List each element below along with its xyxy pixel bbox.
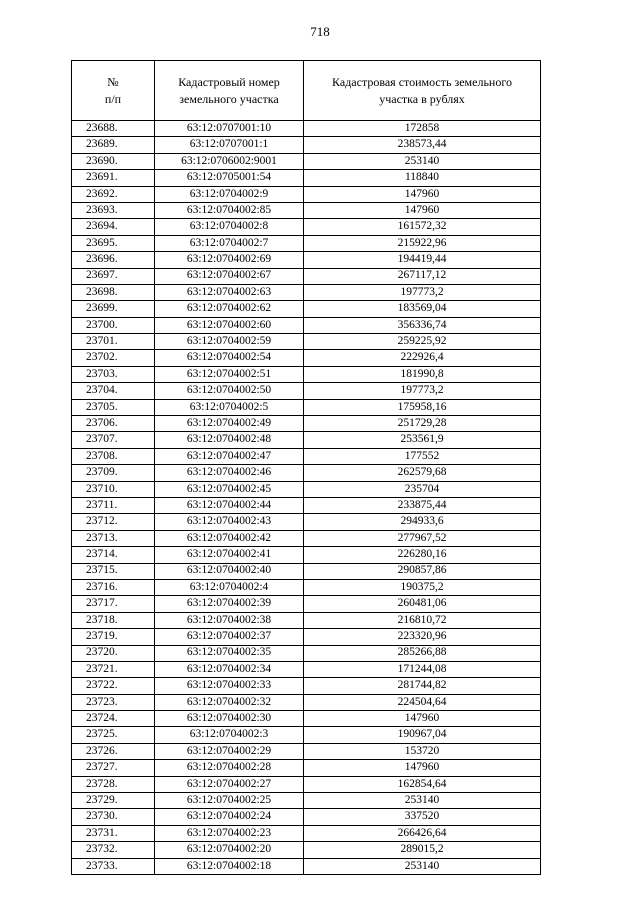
cadastral-value-cell: 294933,6: [304, 514, 541, 530]
cadastral-value-cell: 253140: [304, 153, 541, 169]
table-row: [72, 842, 541, 858]
cadastral-number-cell: 63:12:0704002:18: [155, 858, 304, 874]
table-row: [72, 317, 541, 333]
table-row: [72, 497, 541, 513]
row-number-cell: 23724.: [72, 711, 155, 727]
table-row: [72, 219, 541, 235]
row-number-cell: 23731.: [72, 825, 155, 841]
table-body: [72, 121, 541, 875]
row-number-cell: 23728.: [72, 776, 155, 792]
row-number-cell: 23721.: [72, 661, 155, 677]
cadastral-value-cell: 238573,44: [304, 137, 541, 153]
row-number-cell: 23692.: [72, 186, 155, 202]
table-row: [72, 743, 541, 759]
cadastral-value-cell: 289015,2: [304, 842, 541, 858]
cadastral-value-cell: 285266,88: [304, 645, 541, 661]
cadastral-value-cell: 183569,04: [304, 301, 541, 317]
row-number-cell: 23702.: [72, 350, 155, 366]
cadastral-number-cell: 63:12:0707001:10: [155, 121, 304, 137]
table-row: [72, 448, 541, 464]
cadastral-value-cell: 223320,96: [304, 629, 541, 645]
cadastral-value-cell: 233875,44: [304, 497, 541, 513]
cadastral-value-cell: 267117,12: [304, 268, 541, 284]
table-row: [72, 416, 541, 432]
table-row: [72, 301, 541, 317]
cadastral-value-cell: 260481,06: [304, 596, 541, 612]
cadastral-number-cell: 63:12:0704002:38: [155, 612, 304, 628]
cadastral-number-cell: 63:12:0704002:34: [155, 661, 304, 677]
row-number-cell: 23722.: [72, 678, 155, 694]
row-number-cell: 23693.: [72, 202, 155, 218]
cadastral-number-cell: 63:12:0704002:41: [155, 547, 304, 563]
cadastral-value-cell: 253140: [304, 793, 541, 809]
table-row: [72, 121, 541, 137]
cadastral-number-cell: 63:12:0704002:33: [155, 678, 304, 694]
cadastral-number-cell: 63:12:0704002:7: [155, 235, 304, 251]
cadastral-number-cell: 63:12:0704002:8: [155, 219, 304, 235]
cadastral-number-cell: 63:12:0704002:49: [155, 416, 304, 432]
page-number: 718: [310, 24, 330, 39]
row-number-cell: 23700.: [72, 317, 155, 333]
cadastral-number-cell: 63:12:0704002:32: [155, 694, 304, 710]
cadastral-number-cell: 63:12:0704002:46: [155, 465, 304, 481]
table-row: [72, 268, 541, 284]
cadastral-value-cell: 215922,96: [304, 235, 541, 251]
cadastral-value-cell: 251729,28: [304, 416, 541, 432]
row-number-cell: 23699.: [72, 301, 155, 317]
table-row: [72, 760, 541, 776]
row-number-cell: 23691.: [72, 170, 155, 186]
table-row: [72, 858, 541, 874]
row-number-cell: 23723.: [72, 694, 155, 710]
table-row: [72, 547, 541, 563]
table-row: [72, 793, 541, 809]
row-number-cell: 23711.: [72, 497, 155, 513]
row-number-cell: 23695.: [72, 235, 155, 251]
row-number-cell: 23706.: [72, 416, 155, 432]
row-number-cell: 23710.: [72, 481, 155, 497]
cadastral-value-cell: 266426,64: [304, 825, 541, 841]
row-number-cell: 23733.: [72, 858, 155, 874]
cadastral-value-cell: 253140: [304, 858, 541, 874]
row-number-cell: 23703.: [72, 366, 155, 382]
cadastral-value-cell: 222926,4: [304, 350, 541, 366]
table-row: [72, 711, 541, 727]
row-number-cell: 23701.: [72, 334, 155, 350]
cadastral-value-cell: 337520: [304, 809, 541, 825]
table-row: [72, 235, 541, 251]
table-row: [72, 825, 541, 841]
row-number-cell: 23697.: [72, 268, 155, 284]
cadastral-number-cell: 63:12:0704002:23: [155, 825, 304, 841]
table-row: [72, 563, 541, 579]
table-row: [72, 284, 541, 300]
row-number-cell: 23696.: [72, 252, 155, 268]
header-row: [72, 61, 541, 121]
table-row: [72, 465, 541, 481]
row-number-cell: 23704.: [72, 383, 155, 399]
row-number-cell: 23719.: [72, 629, 155, 645]
table-row: [72, 186, 541, 202]
table-row: [72, 432, 541, 448]
cadastral-value-cell: 172858: [304, 121, 541, 137]
cadastral-number-cell: 63:12:0704002:39: [155, 596, 304, 612]
cadastral-value-cell: 356336,74: [304, 317, 541, 333]
row-number-cell: 23707.: [72, 432, 155, 448]
cadastral-number-cell: 63:12:0704002:85: [155, 202, 304, 218]
cadastral-number-cell: 63:12:0704002:20: [155, 842, 304, 858]
table-row: [72, 153, 541, 169]
cadastral-value-cell: 194419,44: [304, 252, 541, 268]
row-number-cell: 23729.: [72, 793, 155, 809]
cadastral-number-cell: 63:12:0704002:54: [155, 350, 304, 366]
row-number-cell: 23715.: [72, 563, 155, 579]
row-number-cell: 23705.: [72, 399, 155, 415]
cadastral-number-cell: 63:12:0707001:1: [155, 137, 304, 153]
cadastral-value-table: [71, 60, 541, 875]
cadastral-value-cell: 226280,16: [304, 547, 541, 563]
cadastral-number-cell: 63:12:0704002:45: [155, 481, 304, 497]
row-number-cell: 23727.: [72, 760, 155, 776]
row-number-cell: 23713.: [72, 530, 155, 546]
row-number-cell: 23718.: [72, 612, 155, 628]
cadastral-value-cell: 118840: [304, 170, 541, 186]
row-number-cell: 23708.: [72, 448, 155, 464]
table-row: [72, 350, 541, 366]
cadastral-number-cell: 63:12:0704002:3: [155, 727, 304, 743]
cadastral-number-cell: 63:12:0704002:51: [155, 366, 304, 382]
cadastral-value-cell: 290857,86: [304, 563, 541, 579]
cadastral-value-cell: 147960: [304, 711, 541, 727]
cadastral-number-cell: 63:12:0704002:62: [155, 301, 304, 317]
cadastral-number-cell: 63:12:0704002:67: [155, 268, 304, 284]
table-row: [72, 727, 541, 743]
cadastral-number-cell: 63:12:0704002:35: [155, 645, 304, 661]
table-row: [72, 481, 541, 497]
table-header: [72, 61, 541, 121]
cadastral-value-cell: 253561,9: [304, 432, 541, 448]
table-row: [72, 399, 541, 415]
cadastral-value-cell: 224504,64: [304, 694, 541, 710]
table-row: [72, 596, 541, 612]
cadastral-number-cell: 63:12:0704002:48: [155, 432, 304, 448]
cadastral-value-cell: 147960: [304, 760, 541, 776]
cadastral-value-cell: 161572,32: [304, 219, 541, 235]
cadastral-number-cell: 63:12:0704002:28: [155, 760, 304, 776]
cadastral-value-cell: 235704: [304, 481, 541, 497]
table-row: [72, 612, 541, 628]
row-number-cell: 23712.: [72, 514, 155, 530]
cadastral-number-cell: 63:12:0704002:37: [155, 629, 304, 645]
cadastral-number-cell: 63:12:0704002:60: [155, 317, 304, 333]
row-number-cell: 23732.: [72, 842, 155, 858]
table-row: [72, 809, 541, 825]
cadastral-number-cell: 63:12:0704002:44: [155, 497, 304, 513]
cadastral-number-cell: 63:12:0704002:63: [155, 284, 304, 300]
row-number-cell: 23716.: [72, 579, 155, 595]
cadastral-value-cell: 162854,64: [304, 776, 541, 792]
cadastral-value-cell: 197773,2: [304, 383, 541, 399]
cadastral-value-cell: 259225,92: [304, 334, 541, 350]
row-number-cell: 23726.: [72, 743, 155, 759]
cadastral-number-cell: 63:12:0704002:42: [155, 530, 304, 546]
row-number-cell: 23714.: [72, 547, 155, 563]
header-row-number: № п/п: [72, 61, 155, 121]
cadastral-value-cell: 177552: [304, 448, 541, 464]
cadastral-number-cell: 63:12:0705001:54: [155, 170, 304, 186]
table-row: [72, 252, 541, 268]
row-number-cell: 23725.: [72, 727, 155, 743]
table-row: [72, 137, 541, 153]
cadastral-number-cell: 63:12:0704002:25: [155, 793, 304, 809]
row-number-cell: 23709.: [72, 465, 155, 481]
table-row: [72, 202, 541, 218]
header-cadastral-value: Кадастровая стоимость земельного участка в рублях: [304, 61, 541, 121]
cadastral-value-cell: 277967,52: [304, 530, 541, 546]
cadastral-number-cell: 63:12:0704002:59: [155, 334, 304, 350]
cadastral-value-cell: 171244,08: [304, 661, 541, 677]
cadastral-number-cell: 63:12:0704002:29: [155, 743, 304, 759]
cadastral-number-cell: 63:12:0704002:4: [155, 579, 304, 595]
cadastral-number-cell: 63:12:0704002:69: [155, 252, 304, 268]
cadastral-number-cell: 63:12:0704002:40: [155, 563, 304, 579]
cadastral-number-cell: 63:12:0704002:30: [155, 711, 304, 727]
cadastral-number-cell: 63:12:0704002:43: [155, 514, 304, 530]
cadastral-value-cell: 190967,04: [304, 727, 541, 743]
cadastral-number-cell: 63:12:0704002:27: [155, 776, 304, 792]
row-number-cell: 23690.: [72, 153, 155, 169]
cadastral-number-cell: 63:12:0704002:47: [155, 448, 304, 464]
table-row: [72, 661, 541, 677]
table-row: [72, 334, 541, 350]
row-number-cell: 23717.: [72, 596, 155, 612]
cadastral-number-cell: 63:12:0704002:9: [155, 186, 304, 202]
row-number-cell: 23698.: [72, 284, 155, 300]
table-row: [72, 366, 541, 382]
cadastral-number-cell: 63:12:0704002:5: [155, 399, 304, 415]
cadastral-value-cell: 181990,8: [304, 366, 541, 382]
cadastral-value-cell: 262579,68: [304, 465, 541, 481]
cadastral-value-cell: 147960: [304, 202, 541, 218]
cadastral-number-cell: 63:12:0704002:50: [155, 383, 304, 399]
table-row: [72, 645, 541, 661]
table-row: [72, 678, 541, 694]
cadastral-value-cell: 175958,16: [304, 399, 541, 415]
cadastral-value-cell: 153720: [304, 743, 541, 759]
row-number-cell: 23694.: [72, 219, 155, 235]
row-number-cell: 23688.: [72, 121, 155, 137]
cadastral-number-cell: 63:12:0706002:9001: [155, 153, 304, 169]
row-number-cell: 23689.: [72, 137, 155, 153]
row-number-cell: 23730.: [72, 809, 155, 825]
table-row: [72, 579, 541, 595]
table-row: [72, 170, 541, 186]
row-number-cell: 23720.: [72, 645, 155, 661]
cadastral-value-cell: 190375,2: [304, 579, 541, 595]
cadastral-value-cell: 197773,2: [304, 284, 541, 300]
header-cadastral-number: Кадастровый номер земельного участка: [155, 61, 304, 121]
cadastral-value-cell: 216810,72: [304, 612, 541, 628]
cadastral-value-cell: 147960: [304, 186, 541, 202]
cadastral-value-cell: 281744,82: [304, 678, 541, 694]
table-row: [72, 514, 541, 530]
cadastral-number-cell: 63:12:0704002:24: [155, 809, 304, 825]
table-row: [72, 629, 541, 645]
table-row: [72, 530, 541, 546]
table-row: [72, 776, 541, 792]
table-row: [72, 383, 541, 399]
table-row: [72, 694, 541, 710]
